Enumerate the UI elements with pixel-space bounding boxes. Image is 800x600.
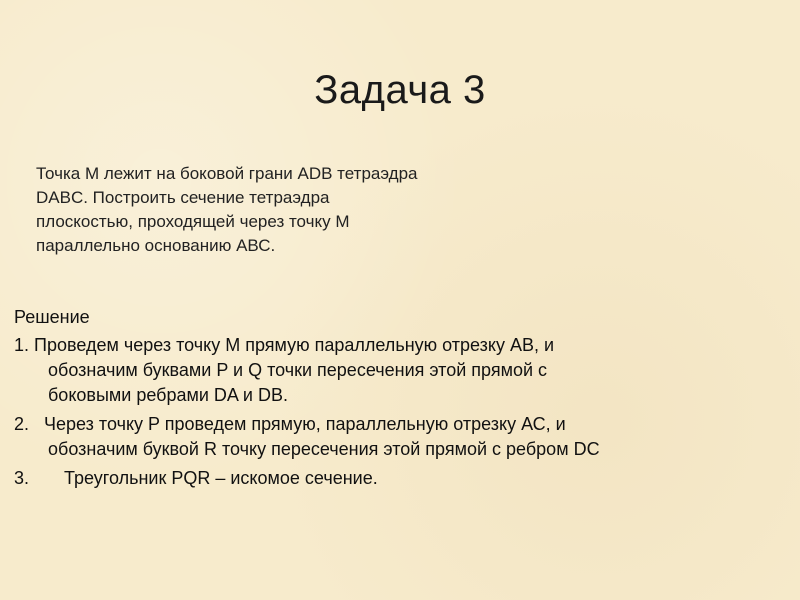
task-statement <box>36 162 556 258</box>
task-line: Точка М лежит на боковой грани ADB тетраэдра <box>36 164 418 183</box>
step-number: 2. <box>14 414 30 434</box>
solution-step-1 <box>14 333 784 408</box>
step-text-line: Треугольник PQR – искомое сечение. <box>64 468 378 488</box>
solution-step-3 <box>14 466 784 491</box>
task-line: DABC. Построить сечение тетраэдра <box>36 188 330 207</box>
solution-heading: Решение <box>14 307 90 327</box>
task-line: параллельно основанию АВС. <box>36 236 276 255</box>
slide-title: Задача 3 <box>314 68 486 112</box>
solution-step-2 <box>14 412 784 462</box>
step-number: 1. <box>14 335 30 355</box>
step-text-line: обозначим буквами P и Q точки пересечения этой прямой с <box>48 360 548 380</box>
step-number: 3. <box>14 468 30 488</box>
solution-block <box>14 305 784 495</box>
step-text-line: боковыми ребрами DA и DB. <box>48 385 288 405</box>
step-text-line: обозначим буквой R точку пересечения этой прямой с ребром DC <box>48 439 600 459</box>
step-text-line: Через точку P проведем прямую, параллельную отрезку АС, и <box>44 414 566 434</box>
task-line: плоскостью, проходящей через точку М <box>36 212 350 231</box>
step-text-line: Проведем через точку М прямую параллельную отрезку АВ, и <box>34 335 555 355</box>
